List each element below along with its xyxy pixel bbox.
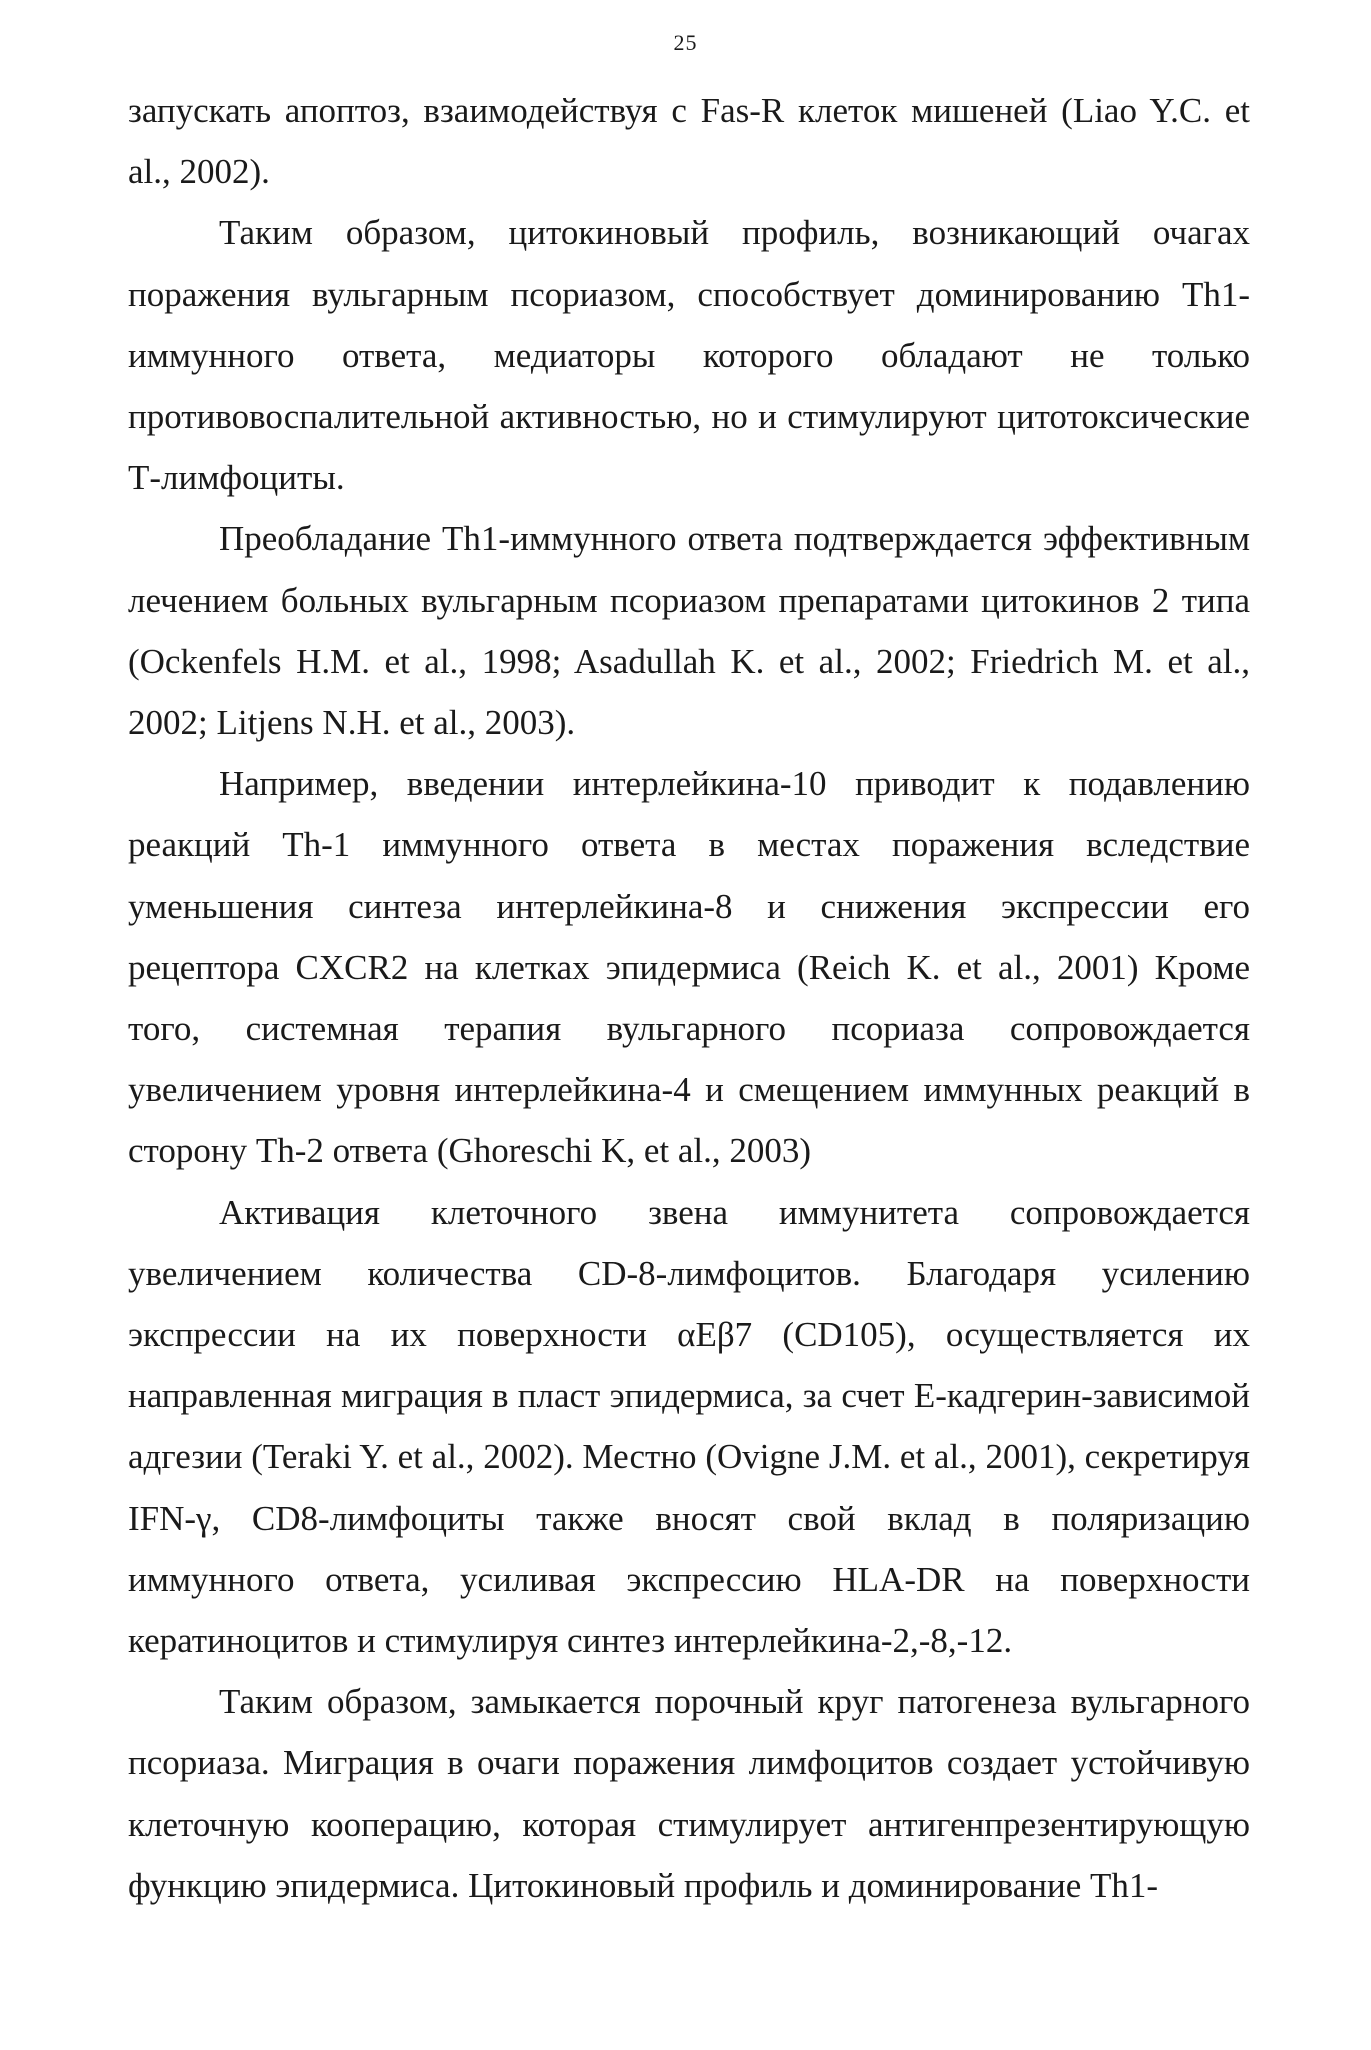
paragraph-1: запускать апоптоз, взаимодействуя с Fas-R клеток мишеней (Liao Y.C. et al., 2002). [128, 91, 1250, 192]
page-number: 25 [673, 30, 698, 55]
paragraph-5: Активация клеточного звена иммунитета сопровождается увеличением количества CD-8-лимфоцитов. Благодаря усилению экспрессии на их поверхности αEβ7 (CD105), осуществляется их направленная миграция в пласт эпидермиса, за счет Е-кадгерин-зависимой адгезии (Teraki Y. et al., 2002). Местно (Ovigne J.M. et al., 2001), секретируя IFN-γ, CD8-лимфоциты также вносят свой вклад в поляризацию иммунного ответа, усиливая экспрессию HLA-DR на поверхности кератиноцитов и стимулируя синтез интерлейкина-2,-8,-12. [128, 1192, 1250, 1661]
document-body [128, 80, 1250, 1916]
paragraph-4: Например, введении интерлейкина-10 приводит к подавлению реакций Th-1 иммунного ответа в местах поражения вследствие уменьшения синтеза интерлейкина-8 и снижения экспрессии его рецептора CXCR2 на клетках эпидермиса (Reich K. et al., 2001) Кроме того, системная терапия вульгарного псориаза сопровождается увеличением уровня интерлейкина-4 и смещением иммунных реакций в сторону Th-2 ответа (Ghoreschi K, et al., 2003) [128, 764, 1250, 1171]
paragraph-3: Преобладание Th1-иммунного ответа подтверждается эффективным лечением больных вульгарным псориазом препаратами цитокинов 2 типа (Ockenfels H.M. et al., 1998; Asadullah K. et al., 2002; Friedrich M. et al., 2002; Litjens N.H. et al., 2003). [128, 519, 1250, 743]
paragraph-6: Таким образом, замыкается порочный круг патогенеза вульгарного псориаза. Миграция в очаги поражения лимфоцитов создает устойчивую клеточную кооперацию, которая стимулирует антигенпрезентирующую функцию эпидермиса. Цитокиновый профиль и доминирование Th1- [128, 1682, 1250, 1905]
paragraph-2: Таким образом, цитокиновый профиль, возникающий очагах поражения вульгарным псориазом, способствует доминированию Th1-иммунного ответа, медиаторы которого обладают не только противовоспалительной активностью, но и стимулируют цитотоксические Т-лимфоциты. [128, 213, 1250, 498]
